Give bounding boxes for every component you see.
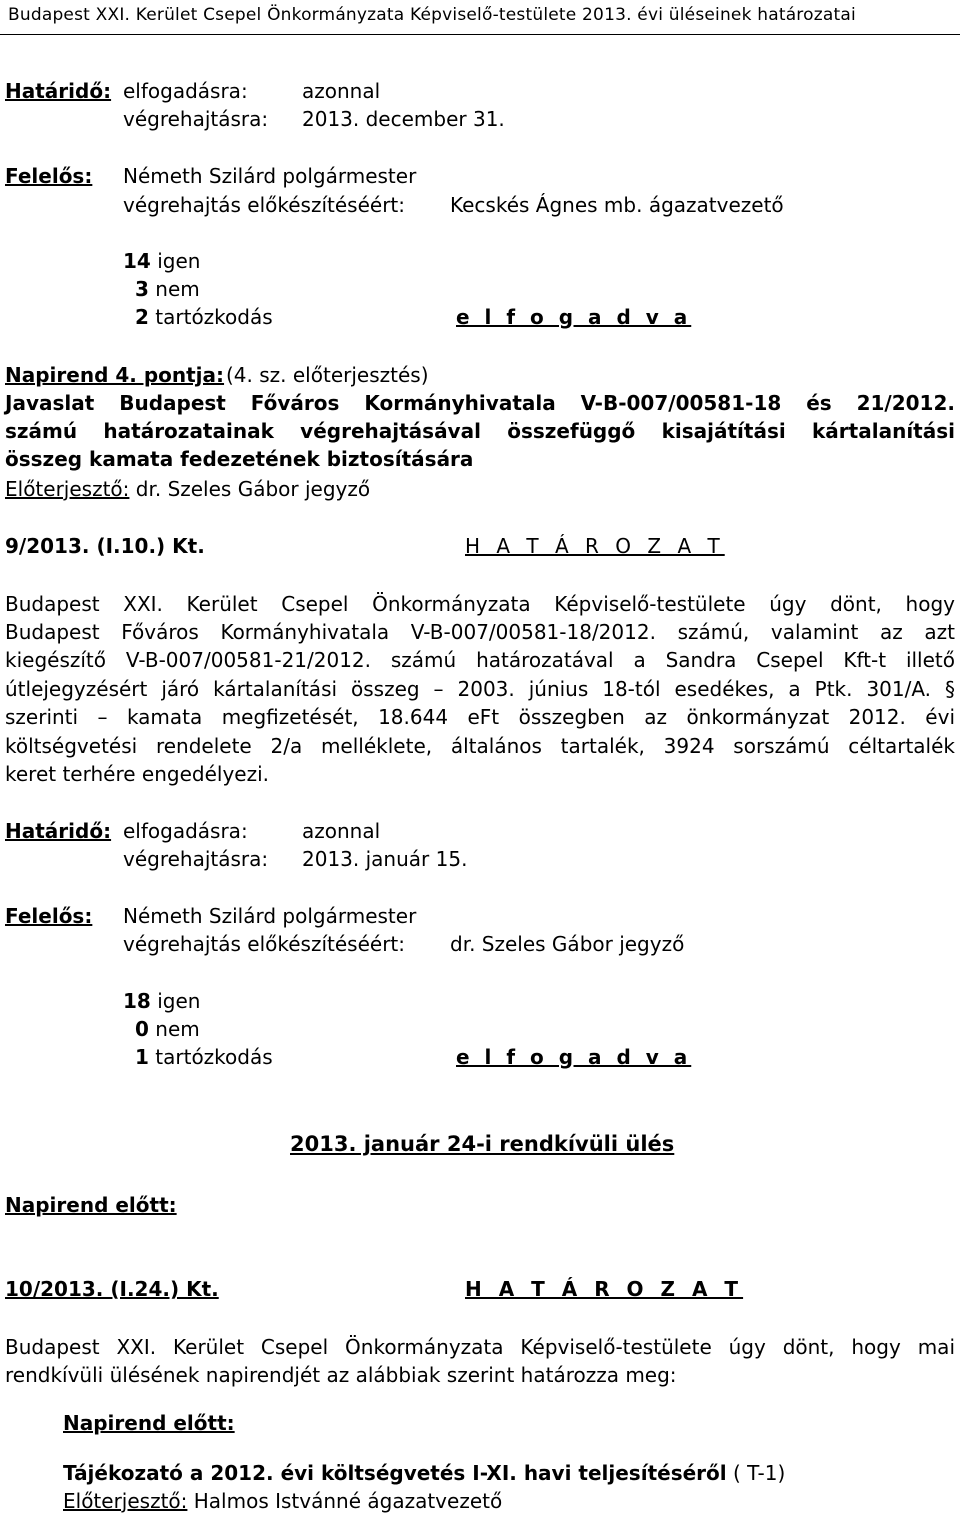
responsible-2-label: végrehajtás előkészítéséért:: [123, 932, 406, 956]
resolution-body-line: szerinti – kamata megfizetését, 18.644 eFt összegben az önkormányzat 2012. évi: [5, 705, 955, 729]
presenter-name: Halmos Istvánné ágazatvezető: [193, 1489, 503, 1513]
agenda-item-title: Tájékozató a 2012. évi költségvetés I-XI. havi teljesítéséről: [63, 1461, 727, 1485]
page-header: [0, 0, 960, 35]
presenter-label: Előterjesztő:: [5, 477, 130, 501]
vote-abstain: 1 tartózkodás: [135, 1045, 273, 1069]
resolution-body-line: keret terhére engedélyezi.: [5, 762, 269, 786]
resolution-heading: H A T Á R O Z A T: [465, 534, 725, 558]
execution-label: végrehajtásra:: [123, 107, 269, 131]
acceptance-value: azonnal: [302, 79, 381, 103]
vote-abstain: 2 tartózkodás: [135, 305, 273, 329]
agenda-item-label: Napirend 4. pontja:: [5, 363, 225, 387]
presenter: [63, 1489, 502, 1513]
agenda-title-line-2: számú határozatainak végrehajtásával összefüggő kisajátítási kártalanítási: [5, 419, 955, 443]
resolution-body-line: útlejegyzésért járó kártalanítási összeg – 2003. június 18-tól esedékes, a Ptk. 301/A. §: [5, 677, 955, 701]
presenter-name: dr. Szeles Gábor jegyző: [135, 477, 371, 501]
header-title: Budapest XXI. Kerület Csepel Önkormányzata Képviselő-testülete 2013. évi üléseinek határozatai: [8, 5, 856, 25]
execution-value: 2013. január 15.: [302, 847, 468, 871]
agenda-item-ref: (4. sz. előterjesztés): [226, 363, 429, 387]
resolution-number: 9/2013. (I.10.) Kt.: [5, 534, 205, 558]
acceptance-label: elfogadásra:: [123, 79, 248, 103]
acceptance-value: azonnal: [302, 819, 381, 843]
vote-no-count: 0: [135, 1017, 149, 1041]
agenda-title-line-3: összeg kamata fedezetének biztosítására: [5, 447, 474, 471]
result-accepted: e l f o g a d v a: [456, 1045, 692, 1069]
presenter-label: Előterjesztő:: [63, 1489, 188, 1513]
responsible-label: Felelős:: [5, 904, 93, 928]
before-agenda-label: Napirend előtt:: [63, 1411, 235, 1435]
agenda-item: [63, 1461, 785, 1485]
result-accepted: e l f o g a d v a: [456, 305, 692, 329]
resolution-heading: H A T Á R O Z A T: [465, 1277, 744, 1301]
resolution-body-line-2: rendkívüli ülésének napirendjét az alábbiak szerint határozza meg:: [5, 1363, 677, 1387]
responsible-1: Németh Szilárd polgármester: [123, 164, 417, 188]
deadline-label: Határidő:: [5, 79, 112, 103]
resolution-body-line: költségvetési rendelete 2/a melléklete, általános tartalék, 3924 sorszámú céltartalék: [5, 734, 955, 758]
presenter: [5, 477, 370, 501]
responsible-2-value: Kecskés Ágnes mb. ágazatvezető: [450, 193, 784, 217]
vote-no: 0 nem: [135, 1017, 200, 1041]
vote-no: 3 nem: [135, 277, 200, 301]
agenda-item-ref: ( T-1): [726, 1461, 786, 1485]
responsible-2-label: végrehajtás előkészítéséért:: [123, 193, 406, 217]
vote-yes: 18 igen: [123, 989, 201, 1013]
acceptance-label: elfogadásra:: [123, 819, 248, 843]
resolution-body-line: Budapest Főváros Kormányhivatala V-B-007/00581-18/2012. számú, valamint az azt: [5, 620, 955, 644]
vote-yes: 14 igen: [123, 249, 201, 273]
vote-abstain-count: 2: [135, 305, 149, 329]
before-agenda-label: Napirend előtt:: [5, 1193, 177, 1217]
agenda-title-line-1: Javaslat Budapest Főváros Kormányhivatala V-B-007/00581-18 és 21/2012.: [5, 391, 955, 415]
resolution-body-line: kiegészítő V-B-007/00581-21/2012. számú határozatával a Sandra Csepel Kft-t illető: [5, 648, 955, 672]
responsible-label: Felelős:: [5, 164, 93, 188]
responsible-2-value: dr. Szeles Gábor jegyző: [450, 932, 685, 956]
resolution-number: 10/2013. (I.24.) Kt.: [5, 1277, 219, 1301]
responsible-1: Németh Szilárd polgármester: [123, 904, 417, 928]
execution-label: végrehajtásra:: [123, 847, 269, 871]
vote-no-count: 3: [135, 277, 149, 301]
deadline-label: Határidő:: [5, 819, 112, 843]
vote-yes-count: 14: [123, 249, 151, 273]
vote-yes-count: 18: [123, 989, 151, 1013]
resolution-body-line-1: Budapest XXI. Kerület Csepel Önkormányzata Képviselő-testülete úgy dönt, hogy mai: [5, 1335, 955, 1359]
session-title: 2013. január 24-i rendkívüli ülés: [290, 1132, 675, 1156]
vote-abstain-count: 1: [135, 1045, 149, 1069]
execution-value: 2013. december 31.: [302, 107, 505, 131]
resolution-body-line: Budapest XXI. Kerület Csepel Önkormányzata Képviselő-testülete úgy dönt, hogy: [5, 592, 955, 616]
